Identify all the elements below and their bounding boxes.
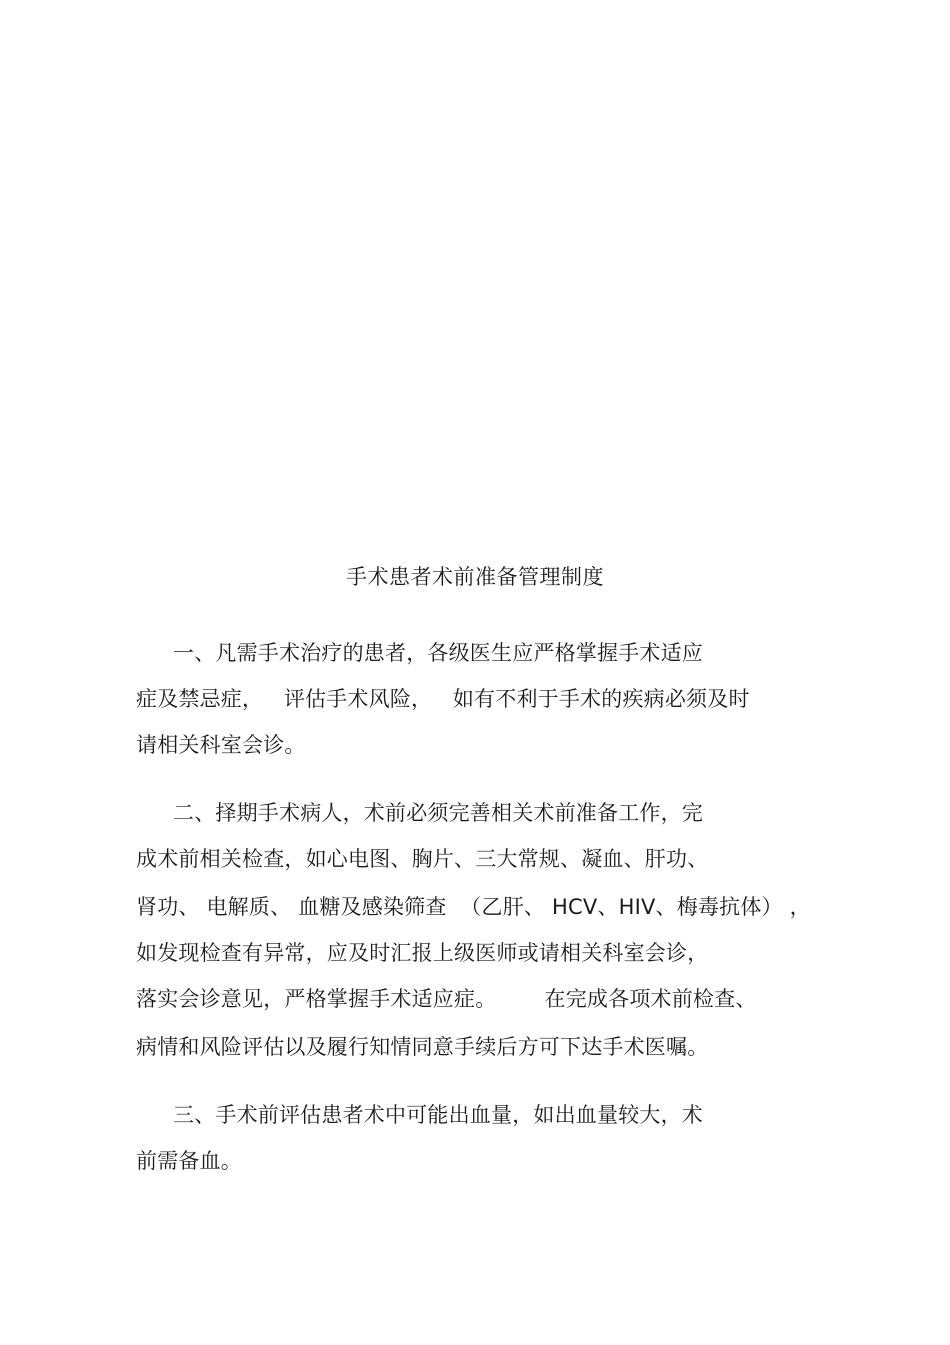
paragraph-1-line-3: 请相关科室会诊。 bbox=[136, 733, 306, 757]
paragraph-2-line-1: 二、择期手术病人，术前必须完善相关术前准备工作，完 bbox=[173, 801, 703, 825]
paragraph-2-line-5: 落实会诊意见，严格掌握手术适应症。 在完成各项术前检查、 bbox=[136, 987, 757, 1011]
paragraph-2-line-2: 成术前相关检查，如心电图、胸片、三大常规、凝血、肝功、 bbox=[136, 847, 709, 871]
paragraph-2-line-6: 病情和风险评估以及履行知情同意手续后方可下达手术医嘱。 bbox=[136, 1035, 709, 1059]
paragraph-3-line-2: 前需备血。 bbox=[136, 1149, 242, 1173]
paragraph-2-line-4: 如发现检查有异常，应及时汇报上级医师或请相关科室会诊， bbox=[136, 941, 709, 965]
paragraph-2-line-3: 肾功、 电解质、 血糖及感染筛查 （乙肝、 HCV、HIV、梅毒抗体） ， bbox=[136, 895, 811, 919]
paragraph-1-line-1: 一、凡需手术治疗的患者，各级医生应严格掌握手术适应 bbox=[173, 641, 703, 665]
paragraph-3-line-1: 三、手术前评估患者术中可能出血量，如出血量较大，术 bbox=[173, 1103, 703, 1127]
document-title: 手术患者术前准备管理制度 bbox=[346, 565, 604, 589]
paragraph-1-line-2: 症及禁忌症， 评估手术风险， 如有不利于手术的疾病必须及时 bbox=[136, 687, 750, 711]
